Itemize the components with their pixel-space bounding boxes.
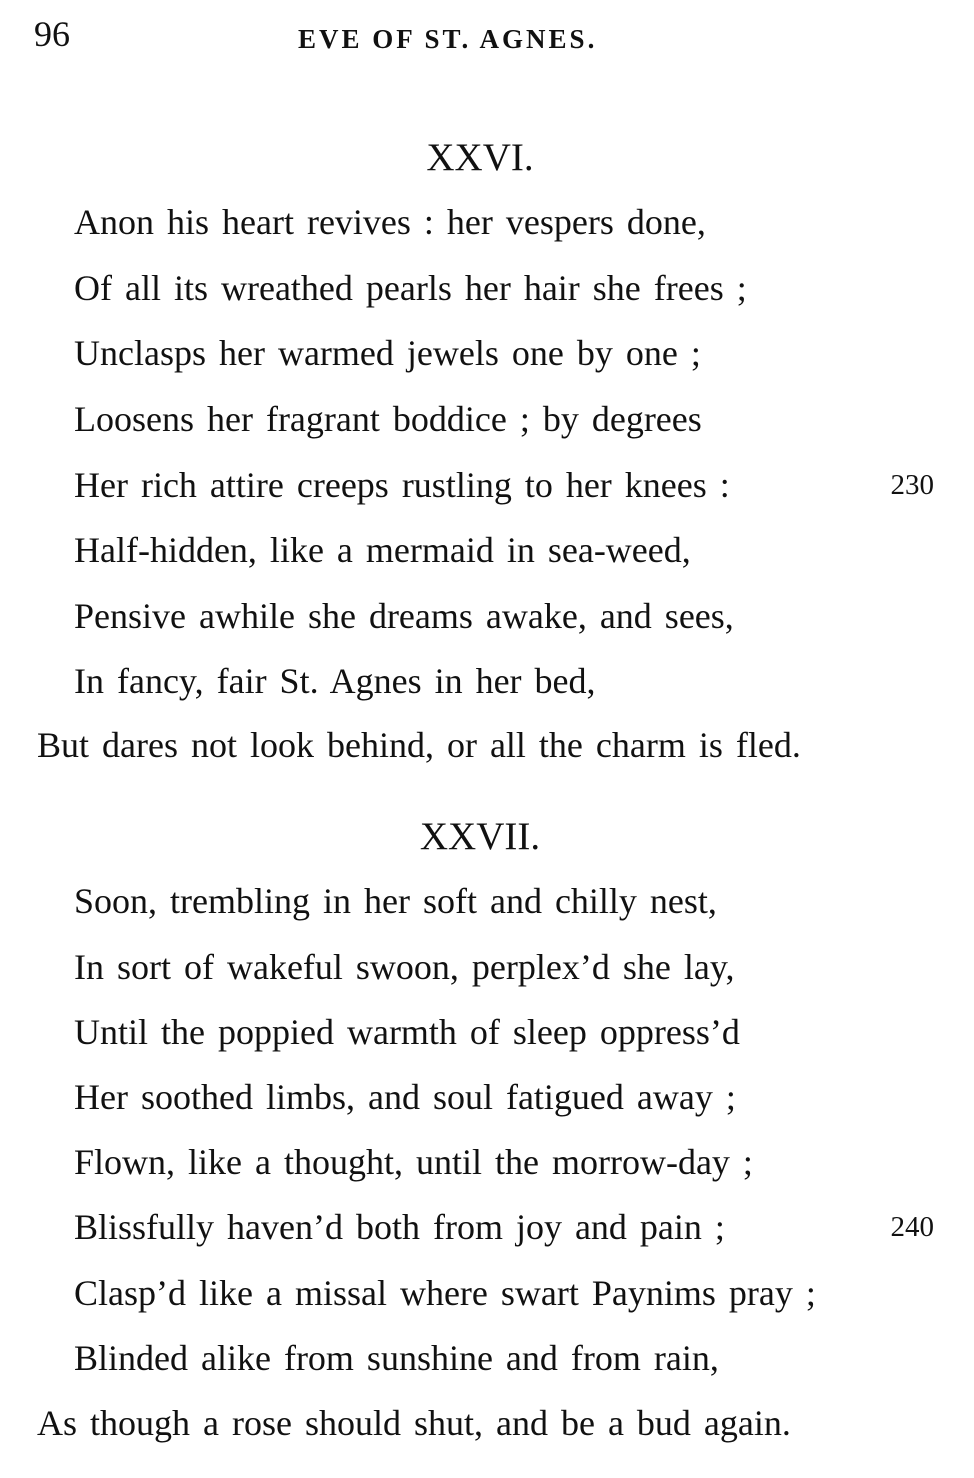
running-title: EVE OF ST. AGNES. bbox=[298, 24, 598, 54]
verse-line: Soon, trembling in her soft and chilly nest, bbox=[74, 881, 717, 921]
verse-line: Unclasps her warmed jewels one by one ; bbox=[74, 333, 701, 373]
verse-line: Flown, like a thought, until the morrow-day ; bbox=[74, 1142, 753, 1182]
verse-line: Of all its wreathed pearls her hair she frees ; bbox=[74, 268, 747, 308]
page-header bbox=[0, 10, 974, 60]
stanza-number: XXVI. bbox=[426, 136, 534, 179]
line-number: 240 bbox=[890, 1211, 934, 1243]
verse-line: In sort of wakeful swoon, perplex’d she lay, bbox=[74, 947, 735, 987]
verse-line: Until the poppied warmth of sleep oppress’d bbox=[74, 1012, 740, 1052]
verse-line: Clasp’d like a missal where swart Paynims pray ; bbox=[74, 1273, 816, 1313]
verse-line: Half-hidden, like a mermaid in sea-weed, bbox=[74, 530, 691, 570]
line-number: 230 bbox=[890, 469, 934, 501]
verse-line: Her rich attire creeps rustling to her knees : bbox=[74, 465, 730, 505]
page-number: 96 bbox=[34, 14, 70, 54]
verse-line-alexandrine: But dares not look behind, or all the charm is fled. bbox=[37, 725, 801, 765]
verse-line: Anon his heart revives : her vespers done, bbox=[74, 202, 706, 242]
stanza-number: XXVII. bbox=[419, 815, 541, 858]
verse-line: In fancy, fair St. Agnes in her bed, bbox=[74, 661, 596, 701]
verse-line: Loosens her fragrant boddice ; by degrees bbox=[74, 399, 702, 439]
verse-line: Pensive awhile she dreams awake, and sees, bbox=[74, 596, 734, 636]
verse-line: Her soothed limbs, and soul fatigued away ; bbox=[74, 1077, 736, 1117]
verse-line: Blissfully haven’d both from joy and pain ; bbox=[74, 1207, 725, 1247]
verse-line-alexandrine: As though a rose should shut, and be a bud again. bbox=[37, 1403, 791, 1443]
verse-line: Blinded alike from sunshine and from rain, bbox=[74, 1338, 719, 1378]
